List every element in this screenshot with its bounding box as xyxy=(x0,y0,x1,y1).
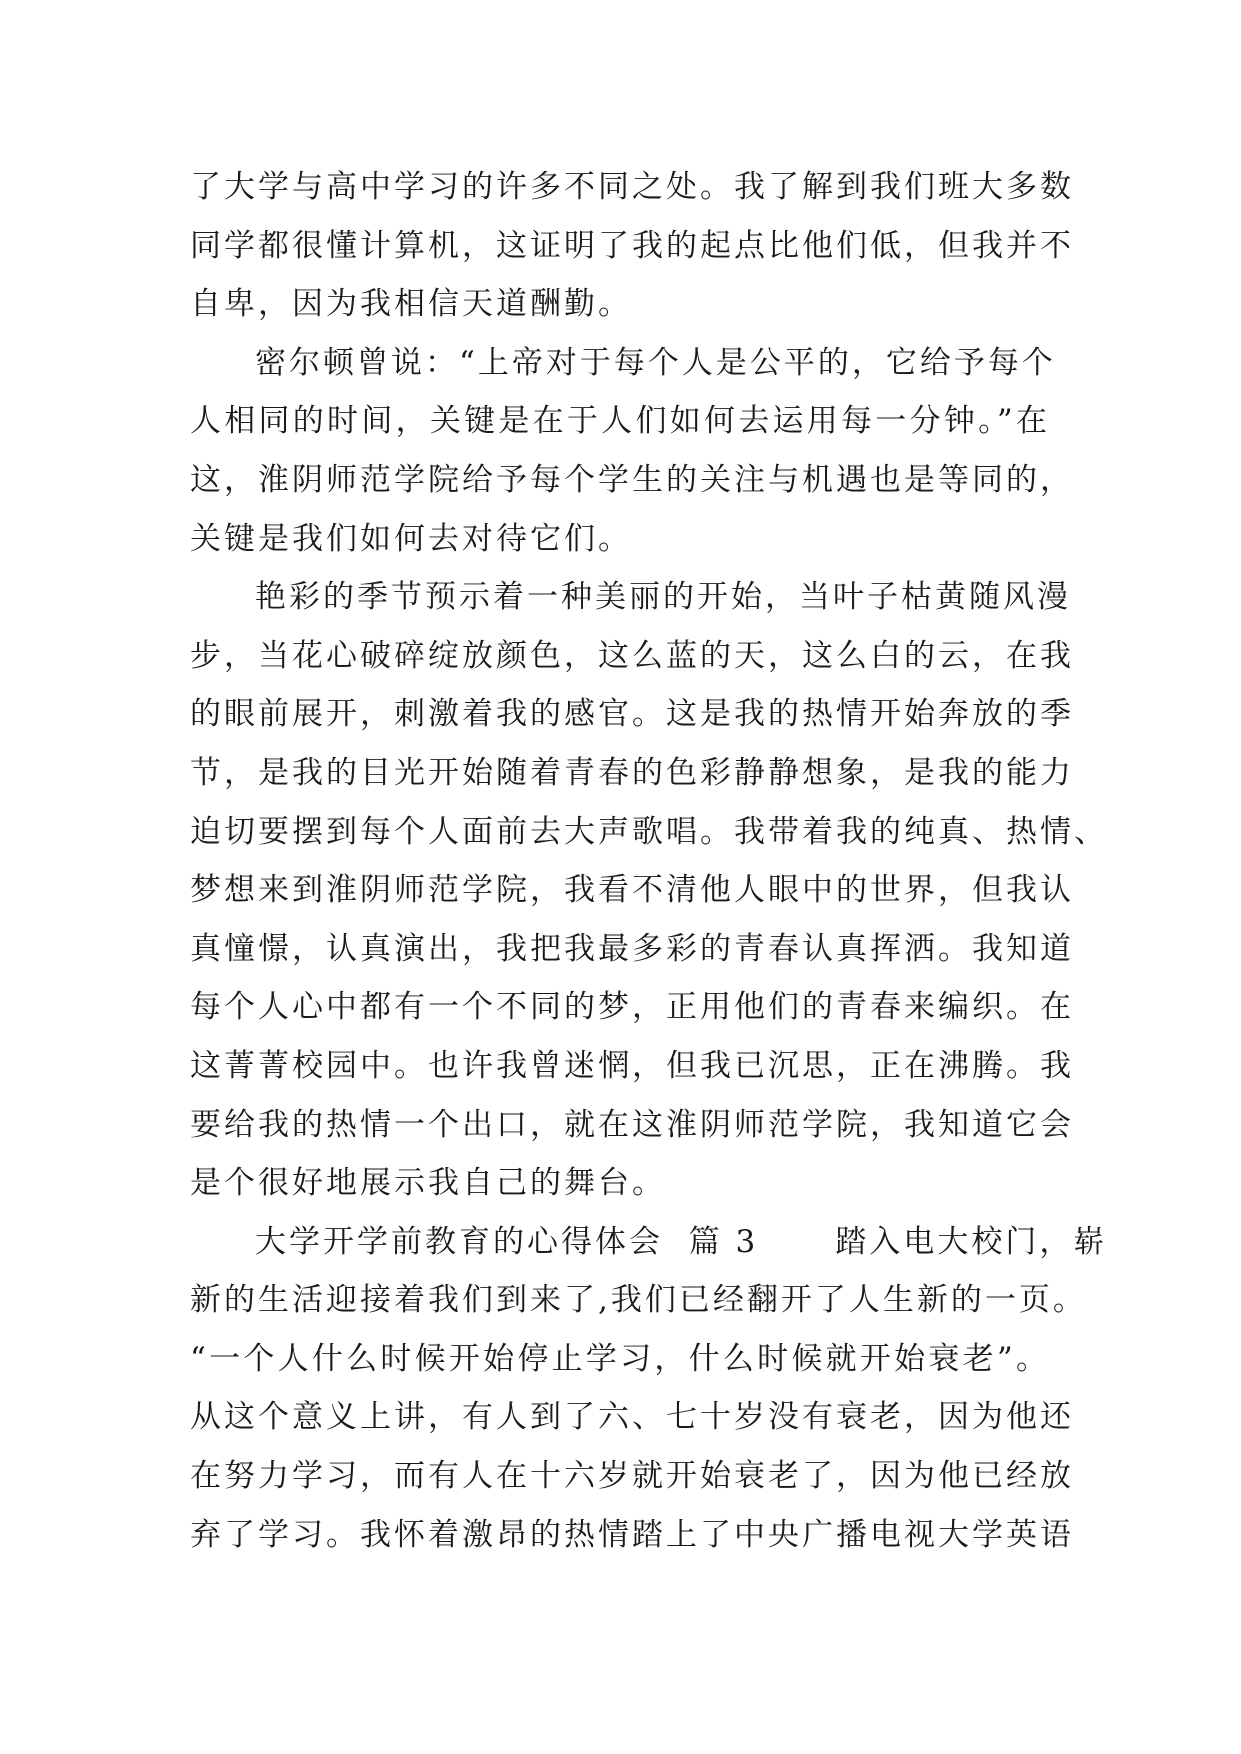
text-line: 在努力学习，而有人在十六岁就开始衰老了，因为他已经放 xyxy=(190,1458,1074,1495)
text-line: 了大学与高中学习的许多不同之处。我了解到我们班大多数 xyxy=(190,169,1074,205)
paragraph-first-line: 艳彩的季节预示着一种美丽的开始，当叶子枯黄随风漫 xyxy=(255,579,1071,616)
text-line: 的眼前展开，刺激着我的感官。这是我的热情开始奔放的季 xyxy=(190,696,1074,733)
text-line: 新的生活迎接着我们到来了,我们已经翻开了人生新的一页。 xyxy=(190,1282,1087,1319)
text-line: 人相同的时间，关键是在于人们如何去运用每一分钟。”在 xyxy=(190,403,1050,440)
text-line: 关键是我们如何去对待它们。 xyxy=(190,520,632,557)
text-line: 梦想来到淮阴师范学院，我看不清他人眼中的世界，但我认 xyxy=(190,872,1074,909)
text-line: 弃了学习。我怀着激昂的热情踏上了中央广播电视大学英语 xyxy=(190,1516,1074,1553)
text-line: 要给我的热情一个出口，就在这淮阴师范学院，我知道它会 xyxy=(190,1106,1074,1143)
body-text xyxy=(190,158,1108,1564)
text-line: 步，当花心破碎绽放颜色，这么蓝的天，这么白的云，在我 xyxy=(190,637,1074,674)
text-line: 迫切要摆到每个人面前去大声歌唱。我带着我的纯真、热情、 xyxy=(190,813,1108,850)
section-heading-line: 大学开学前教育的心得体会 篇 3 踏入电大校门，崭 xyxy=(255,1223,1108,1260)
text-line: “一个人什么时候开始停止学习，什么时候就开始衰老”。 xyxy=(190,1340,1050,1377)
text-line: 这菁菁校园中。也许我曾迷惘，但我已沉思，正在沸腾。我 xyxy=(190,1047,1074,1084)
paragraph-first-line: 密尔顿曾说：“上帝对于每个人是公平的，它给予每个 xyxy=(255,344,1056,381)
text-line: 从这个意义上讲，有人到了六、七十岁没有衰老，因为他还 xyxy=(190,1399,1074,1436)
text-line: 每个人心中都有一个不同的梦，正用他们的青春来编织。在 xyxy=(190,989,1074,1026)
text-line: 真憧憬，认真演出，我把我最多彩的青春认真挥洒。我知道 xyxy=(190,930,1074,967)
text-line: 节，是我的目光开始随着青春的色彩静静想象，是我的能力 xyxy=(190,754,1074,791)
text-line: 同学都很懂计算机，这证明了我的起点比他们低，但我并不 xyxy=(190,227,1074,264)
text-line: 自卑，因为我相信天道酬勤。 xyxy=(190,286,632,323)
text-line: 这，淮阴师范学院给予每个学生的关注与机遇也是等同的， xyxy=(190,461,1074,498)
text-line: 是个很好地展示我自己的舞台。 xyxy=(190,1165,666,1202)
